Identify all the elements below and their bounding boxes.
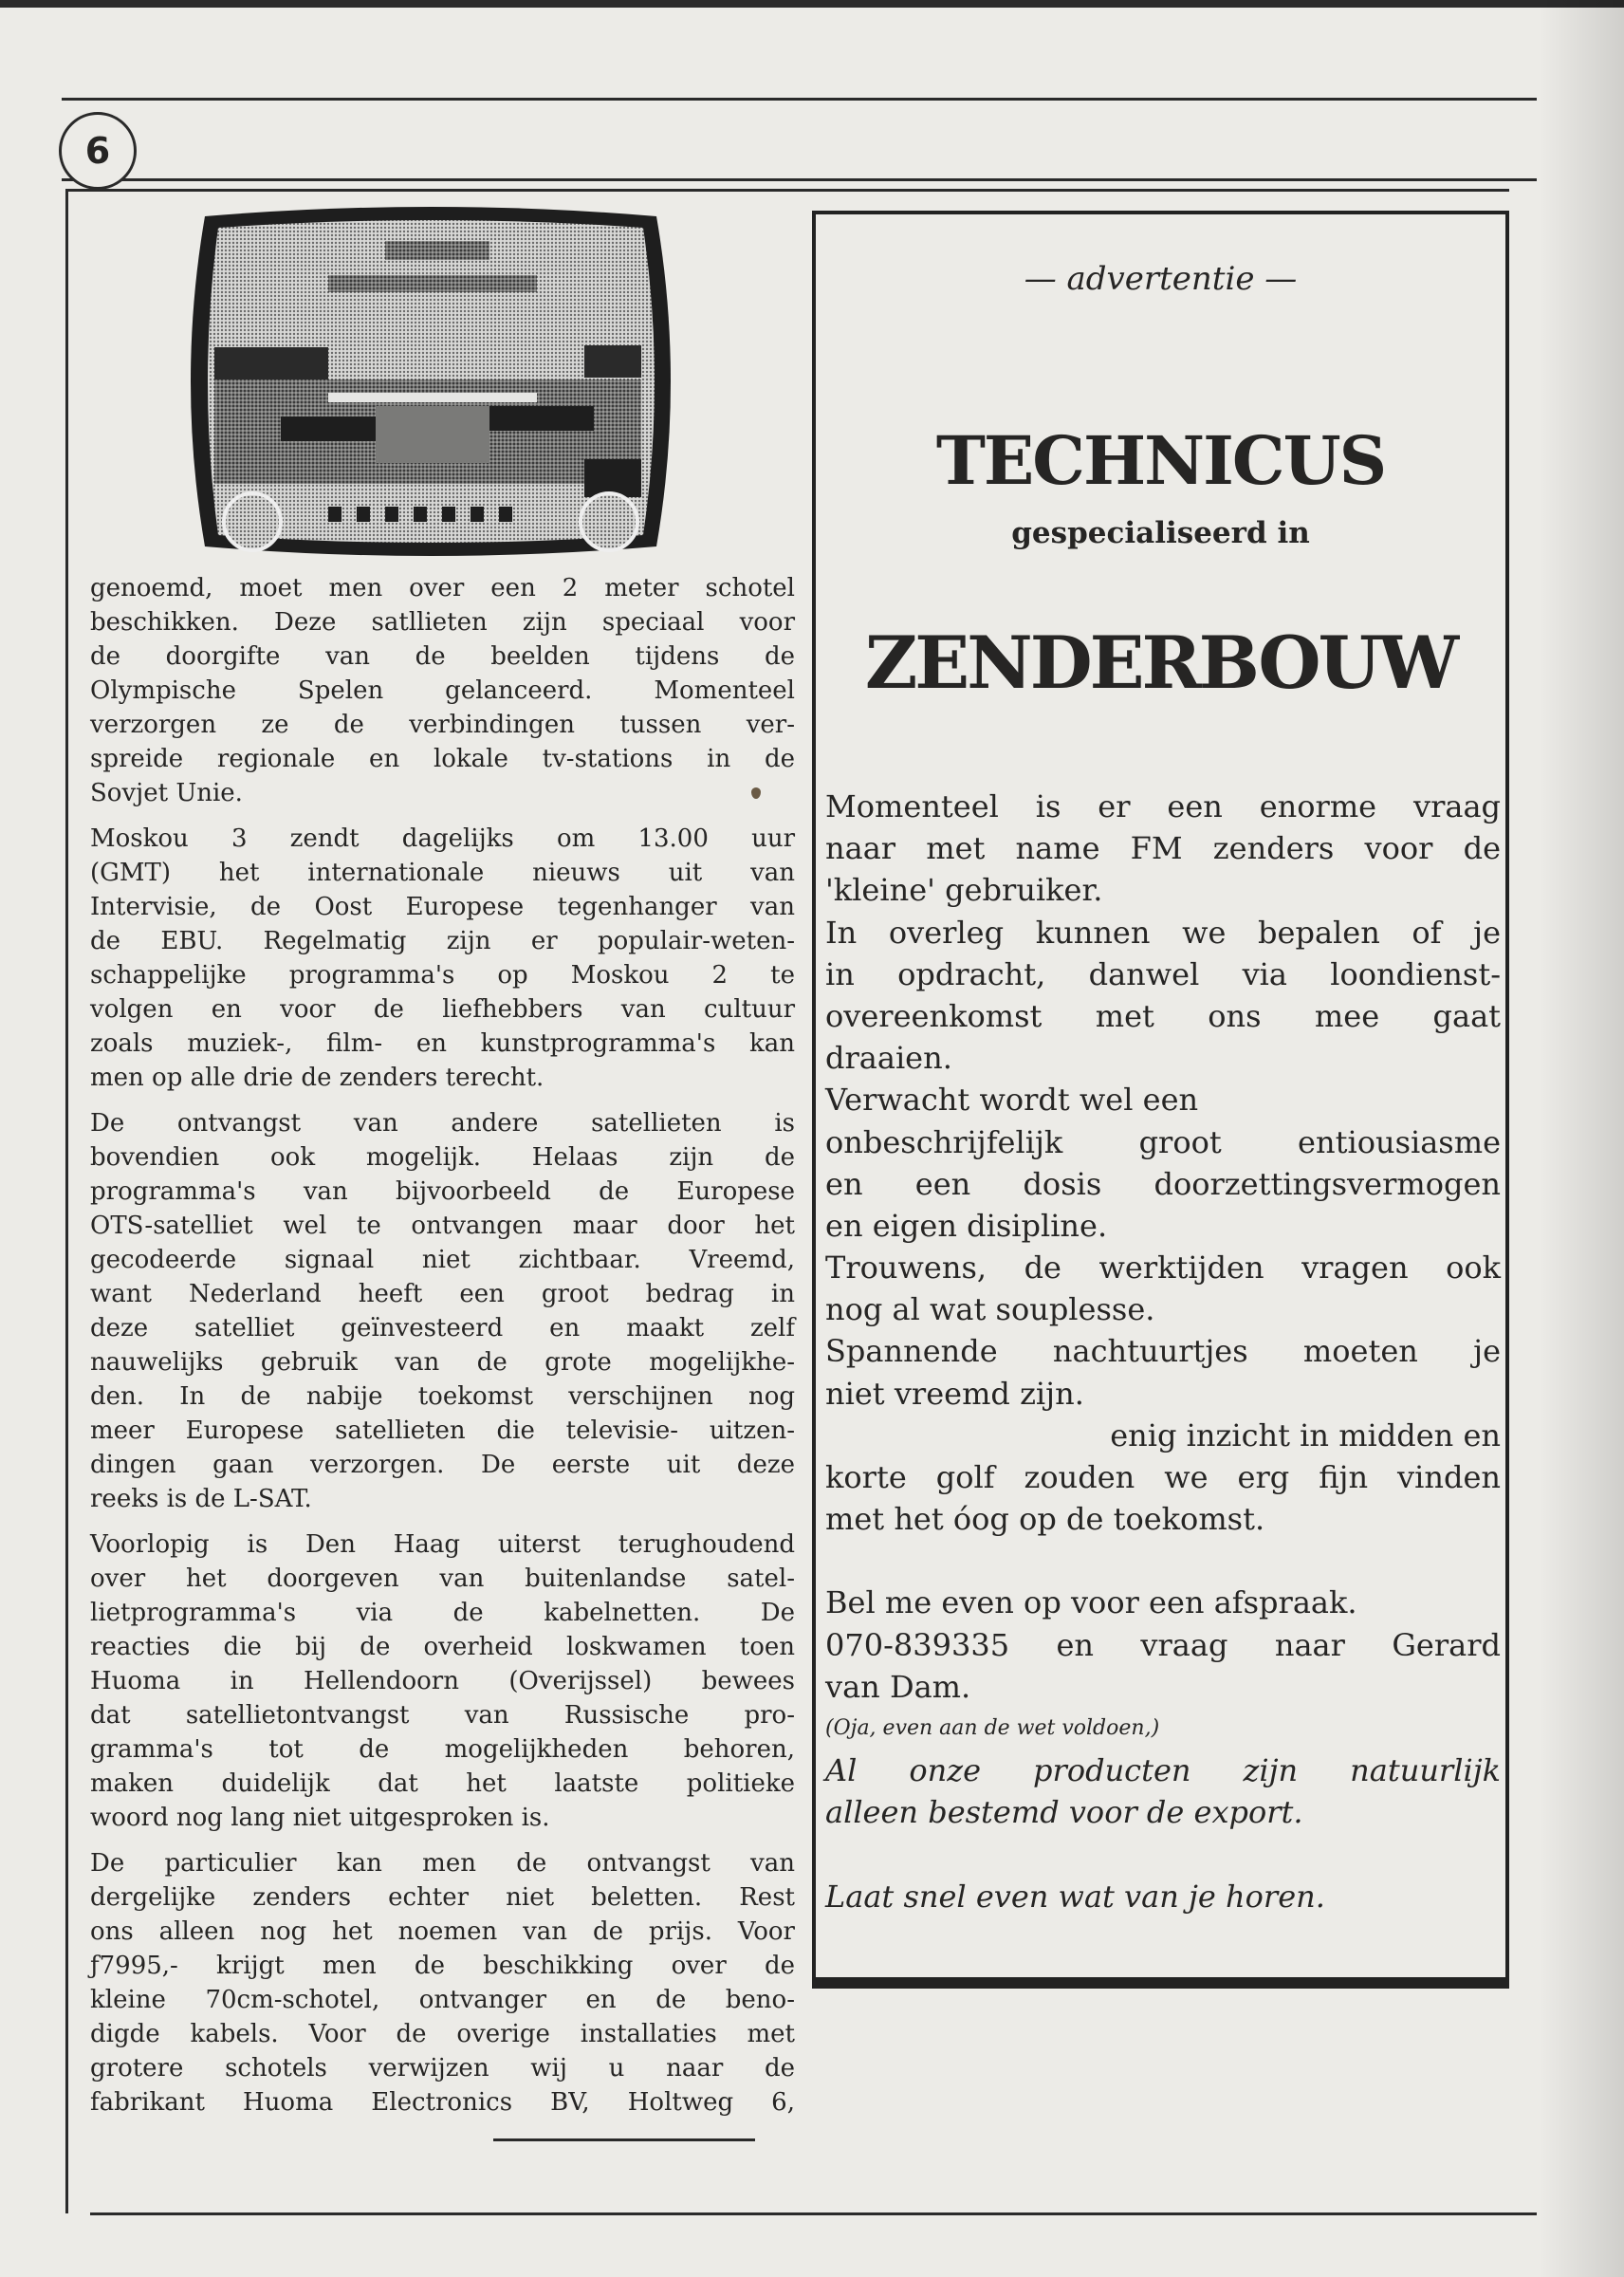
ad-text-line: enig inzicht in midden en	[1110, 1416, 1501, 1453]
article-paragraph	[90, 571, 795, 810]
text-line: gramma's tot de mogelijkheden behoren,	[90, 1735, 795, 1764]
text-line: spreide regionale en lokale tv-stations in de	[90, 745, 795, 773]
spacer	[825, 1540, 1501, 1582]
text-line: Sovjet Unie.	[90, 779, 243, 807]
article-column	[90, 571, 795, 2131]
text-line: Voorlopig is Den Haag uiterst terughoudend	[90, 1530, 795, 1559]
advertisement-box	[812, 211, 1509, 1989]
text-line: (GMT) het internationale nieuws uit van	[90, 859, 795, 887]
ad-text-line: en een dosis doorzettingsvermogen	[825, 1165, 1501, 1202]
text-line: beschikken. Deze satllieten zijn speciaal voor	[90, 608, 795, 637]
text-line: meer Europese satellieten die televisie- uitzen-	[90, 1416, 795, 1445]
text-line: lietprogramma's via de kabelnetten. De	[90, 1599, 795, 1627]
ad-text-line: Laat snel even wat van je horen.	[825, 1878, 1325, 1915]
text-line: programma's van bijvoorbeeld de Europese	[90, 1177, 795, 1206]
text-line: reacties die bij de overheid loskwamen toen	[90, 1633, 795, 1661]
text-line: dat satellietontvangst van Russische pro-	[90, 1701, 795, 1730]
column-end-rule	[493, 2138, 755, 2141]
ad-text-line: van Dam.	[825, 1668, 971, 1705]
header-rule-top	[62, 98, 1537, 101]
ad-text-line: in opdracht, danwel via loondienst-	[825, 955, 1501, 992]
ad-text-line: Momenteel is er een enorme vraag	[825, 788, 1501, 824]
text-line: zoals muziek-, film- en kunstprogramma's kan	[90, 1029, 795, 1058]
text-line: Moskou 3 zendt dagelijks om 13.00 uur	[90, 824, 795, 853]
text-line: den. In de nabije toekomst verschijnen nog	[90, 1382, 795, 1411]
text-line: men op alle drie de zenders terecht.	[90, 1064, 544, 1092]
ad-text-line: overeenkomst met ons mee gaat	[825, 997, 1501, 1034]
text-line: over het doorgeven van buitenlandse satel-	[90, 1564, 795, 1593]
ad-text-line: In overleg kunnen we bepalen of je	[825, 914, 1501, 951]
ad-text-line: Trouwens, de werktijden vragen ook	[825, 1250, 1501, 1287]
frame-top	[65, 189, 1509, 192]
text-line: dergelijke zenders echter niet beletten. Rest	[90, 1883, 795, 1912]
text-line: ons alleen nog het noemen van de prijs. Voor	[90, 1917, 795, 1946]
ad-title: TECHNICUS	[935, 421, 1386, 500]
text-line: deze satelliet geïnvesteerd en maakt zelf	[90, 1314, 795, 1342]
text-line: OTS-satelliet wel te ontvangen maar door het	[90, 1212, 795, 1240]
scan-right-shadow	[1539, 0, 1624, 2277]
text-line: volgen en voor de liefhebbers van cultuur	[90, 995, 795, 1024]
ad-text-line: naar met name FM zenders voor de	[825, 830, 1501, 867]
text-line: ƒ7995,- krijgt men de beschikking over de	[90, 1952, 795, 1980]
text-line: bovendien ook mogelijk. Helaas zijn de	[90, 1143, 795, 1172]
ad-text-line: Verwacht wordt wel een	[825, 1082, 1199, 1119]
text-line: kleine 70cm-schotel, ontvanger en de beno-	[90, 1986, 795, 2014]
text-line: de EBU. Regelmatig zijn er populair-weten-	[90, 927, 795, 955]
text-line: digde kabels. Voor de overige installaties met	[90, 2020, 795, 2048]
ad-text-line: met het óog op de toekomst.	[825, 1501, 1265, 1538]
text-line: genoemd, moet men over een 2 meter schotel	[90, 574, 795, 602]
text-line: de doorgifte van de beelden tijdens de	[90, 642, 795, 671]
ad-subtitle: gespecialiseerd in	[1011, 516, 1310, 550]
text-line: woord nog lang niet uitgesproken is.	[90, 1804, 550, 1832]
article-paragraph	[90, 1527, 795, 1835]
text-line: reeks is de L-SAT.	[90, 1485, 312, 1513]
ad-text-line: Al onze producten zijn natuurlijk	[825, 1752, 1501, 1789]
text-line: schappelijke programma's op Moskou 2 te	[90, 961, 795, 990]
ad-label: — advertentie —	[1024, 260, 1298, 298]
page-number: 6	[59, 112, 137, 190]
text-line: fabrikant Huoma Electronics BV, Holtweg 6,	[90, 2088, 795, 2117]
frame-bottom	[90, 2212, 1537, 2215]
header-rule-bottom	[62, 178, 1537, 181]
ad-text-line: Bel me even op voor een afspraak.	[825, 1584, 1357, 1621]
tv-test-card-image	[186, 203, 675, 560]
frame-left	[65, 189, 68, 2213]
text-line: want Nederland heeft een groot bedrag in	[90, 1280, 795, 1308]
ad-text-line: 'kleine' gebruiker.	[825, 872, 1103, 909]
text-line: Huoma in Hellendoorn (Overijssel) bewees	[90, 1667, 795, 1695]
ad-body	[825, 786, 1501, 1917]
text-line: grotere schotels verwijzen wij u naar de	[90, 2054, 795, 2083]
ad-text-line: onbeschrijfelijk groot entiousiasme	[825, 1123, 1501, 1160]
text-line: De particulier kan men de ontvangst van	[90, 1849, 795, 1878]
text-line: maken duidelijk dat het laatste politieke	[90, 1769, 795, 1798]
ad-text-line: Spannende nachtuurtjes moeten je	[825, 1333, 1501, 1370]
ad-text-line: (Oja, even aan de wet voldoen,)	[825, 1715, 1160, 1740]
article-paragraph	[90, 1846, 795, 2120]
ad-headline: ZENDERBOUW	[864, 620, 1457, 705]
article-paragraph	[90, 822, 795, 1095]
ad-text-line: korte golf zouden we erg fijn vinden	[825, 1459, 1501, 1495]
text-line: gecodeerde signaal niet zichtbaar. Vreemd,	[90, 1246, 795, 1274]
text-line: Intervisie, de Oost Europese tegenhanger van	[90, 893, 795, 921]
ad-text-line: niet vreemd zijn.	[825, 1375, 1084, 1412]
text-line: dingen gaan verzorgen. De eerste uit deze	[90, 1451, 795, 1479]
text-line: Olympische Spelen gelanceerd. Momenteel	[90, 676, 795, 705]
ad-text-line: en eigen disipline.	[825, 1207, 1108, 1244]
text-line: nauwelijks gebruik van de grote mogelijkhe-	[90, 1348, 795, 1377]
text-line: verzorgen ze de verbindingen tussen ver-	[90, 711, 795, 739]
ad-text-line: 070-839335 en vraag naar Gerard	[825, 1626, 1501, 1663]
ad-text-line: draaien.	[825, 1040, 952, 1077]
ad-text-line: nog al wat souplesse.	[825, 1291, 1155, 1328]
spacer	[825, 1834, 1501, 1876]
article-paragraph	[90, 1106, 795, 1516]
text-line: De ontvangst van andere satellieten is	[90, 1109, 795, 1138]
scan-top-edge	[0, 0, 1624, 8]
ad-text-line: alleen bestemd voor de export.	[825, 1794, 1303, 1831]
